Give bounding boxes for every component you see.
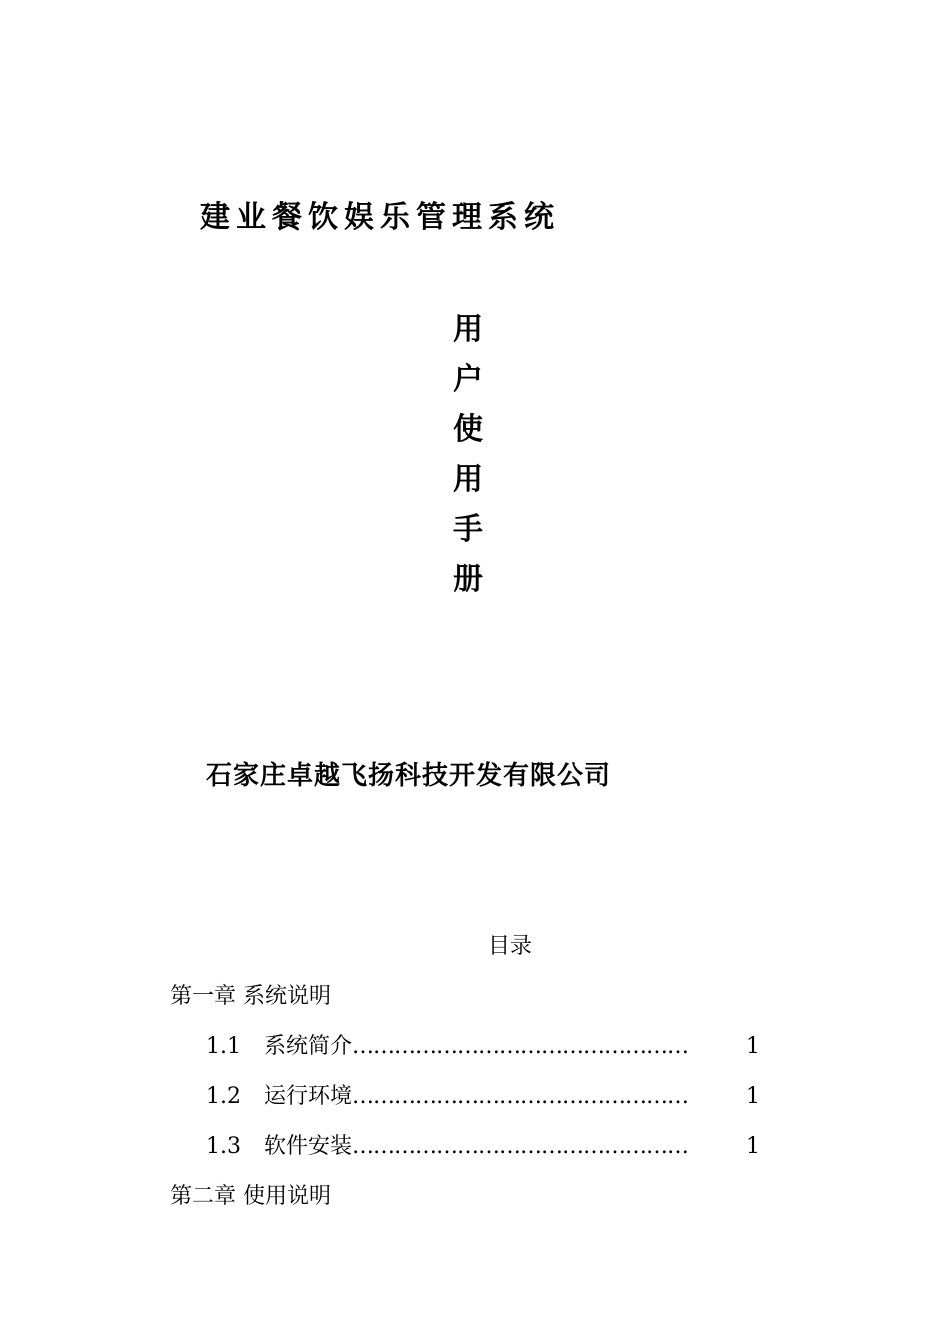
toc-chapter-1[interactable]: 第一章 系统说明	[170, 984, 331, 1009]
subtitle-char: 使	[453, 412, 483, 447]
toc-entry[interactable]	[206, 1130, 764, 1164]
toc-entry-number: 1.3	[206, 1134, 241, 1159]
toc-page-number: 1	[746, 1034, 760, 1059]
toc-leader-dots: …………………………………………	[352, 1134, 689, 1159]
toc-entry[interactable]	[206, 1080, 764, 1114]
vertical-subtitle	[446, 305, 490, 605]
subtitle-char: 户	[453, 362, 483, 397]
toc-page-number: 1	[746, 1134, 760, 1159]
subtitle-char: 手	[453, 512, 483, 547]
subtitle-char: 用	[453, 312, 483, 347]
toc-chapter-2[interactable]: 第二章 使用说明	[170, 1184, 331, 1209]
company-name: 石家庄卓越飞扬科技开发有限公司	[206, 761, 612, 791]
subtitle-char: 册	[453, 562, 483, 597]
toc-leader-dots: …………………………………………	[352, 1034, 689, 1059]
toc-entry-number: 1.2	[206, 1084, 241, 1109]
toc-entry-title: 运行环境	[264, 1084, 353, 1109]
document-title: 建业餐饮娱乐管理系统	[200, 200, 560, 235]
subtitle-char: 用	[453, 462, 483, 497]
toc-leader-dots: …………………………………………	[352, 1084, 689, 1109]
toc-entry[interactable]	[206, 1030, 764, 1064]
toc-entry-number: 1.1	[206, 1034, 241, 1059]
toc-heading: 目录	[488, 934, 533, 959]
toc-page-number: 1	[746, 1084, 760, 1109]
toc-entry-title: 软件安装	[264, 1134, 353, 1159]
toc-entry-title: 系统简介	[264, 1034, 353, 1059]
